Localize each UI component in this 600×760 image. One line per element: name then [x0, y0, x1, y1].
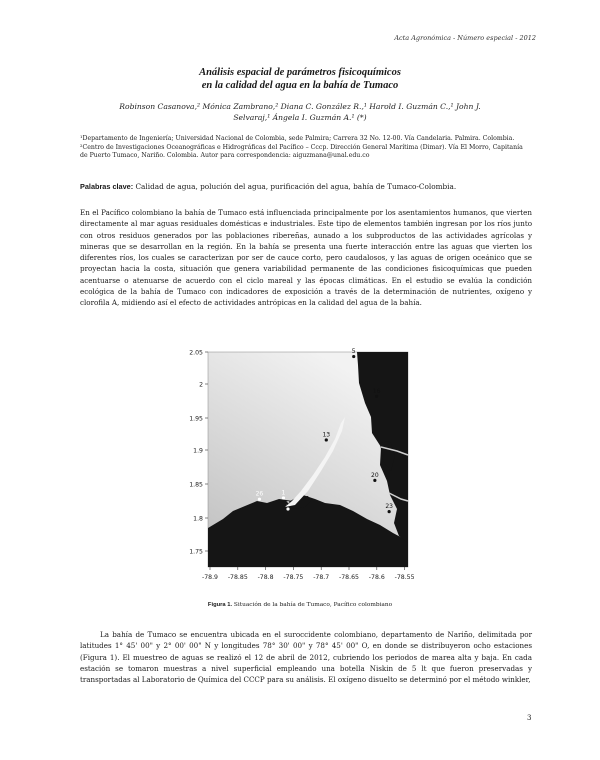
- affiliations: ¹Departamento de Ingeniería; Universidad Nacional de Colombia, sede Palmira; Carrera 32 No. 12-00. Vía Candelaria. Palmira. Colombia. ²Centro de Investigaciones Oceanográficas e Hidrográficas del Pacífico – Cccp. Dirección General Marítima (Dimar). Vía El Morro, Capitanía de Puerto Tumaco, Nariño. Colombia. Autor para correspondencia: aiguzmana@unal.edu.co: [80, 135, 523, 160]
- paragraph-1: En el Pacífico colombiano la bahía de Tumaco está influenciada principalmente por los asentamientos humanos, que vierten directamente al mar aguas residuales domésticas e industriales. Este tipo de elementos también ingresan por los ríos junto con otros residuos generados por las poblaciones ribereñas, aunado a los subproductos de las actividades agrícolas y mineras que se desarrollan en la región. En la bahía se presenta una fuerte interacción entre las aguas que vierten los diferentes ríos, los cuales se caracterizan por ser de cauce corto, pero caudalosos, y las aguas de origen oceánico que se proyectan hacia la costa, situación que genera variabilidad permanente de las condiciones fisicoquímicas que pueden acentuarse o atenuarse de acuerdo con el ciclo mareal y las épocas climáticas. En el estudio se evalúa la condición ecológica de la bahía de Tumaco con indicadores de exposición a través de la determinación de nutrientes, oxígeno y clorofila A, midiendo así el efecto de actividades antrópicas en la calidad del agua de la bahía.: [80, 208, 532, 308]
- y-tick-label: 1.8: [193, 515, 203, 523]
- page-number: 3: [527, 714, 532, 722]
- y-tick-label: 1.9: [193, 447, 203, 455]
- keywords-label: Palabras clave:: [80, 182, 134, 191]
- station-3-marker: [286, 507, 289, 510]
- station-23-marker: [388, 510, 391, 513]
- x-tick-label: -78.9: [201, 574, 219, 581]
- running-header: Acta Agronómica - Número especial - 2012: [394, 34, 536, 42]
- y-tick-label: 2: [199, 381, 203, 389]
- x-tick-label: -78.7: [313, 574, 330, 581]
- y-tick-label: 2.05: [189, 349, 203, 357]
- station-23-label: 23: [385, 503, 393, 511]
- keywords-text: Calidad de agua, polución del agua, purificación del agua, bahía de Tumaco-Colombia.: [133, 182, 457, 191]
- title-line-2: en la calidad del agua en la bahía de Tumaco: [201, 80, 399, 91]
- author-list: [84, 101, 516, 123]
- station-5-marker: [352, 355, 355, 358]
- y-tick-label: 1.95: [189, 415, 203, 423]
- y-tick-label: 1.75: [189, 548, 203, 556]
- y-tick-label: 1.85: [189, 481, 203, 489]
- station-13-label: 13: [322, 431, 331, 439]
- station-5-label: 5: [351, 348, 356, 356]
- caption-label: Figura 1.: [207, 602, 233, 608]
- x-tick-label: -78.8: [257, 574, 274, 581]
- x-tick-label: -78.55: [394, 574, 415, 581]
- station-13-marker: [325, 438, 328, 441]
- paragraph-2: La bahía de Tumaco se encuentra ubicada en el suroccidente colombiano, departamento de Nariño, delimitada por latitudes 1° 45' 00" y 2° 00' 00" N y longitudes 78° 30' 00" y 78° 45' 00" O, en donde se distribuyeron ocho estaciones (Figura 1). El muestreo de aguas se realizó el 12 de abril de 2012, cubriendo los periodos de marea alta y baja. En cada estación se tomaron muestras a nivel superficial empleando una botella Niskin de 5 lt que fueron preservadas y transportadas al Laboratorio de Química del CCCP para su análisis. El oxígeno disuelto se determinó por el método winkler,: [80, 630, 532, 685]
- x-tick-label: -78.65: [339, 574, 359, 581]
- keywords: [80, 182, 532, 192]
- figure-caption: [0, 602, 600, 608]
- station-3-label: 3: [286, 500, 290, 508]
- station-26-marker: [258, 498, 261, 501]
- authors-line-1: Robinson Casanova,² Mónica Zambrano,² Diana C. González R.,¹ Harold I. Guzmán C.,¹ John J.: [119, 102, 481, 111]
- station-20-marker: [373, 479, 376, 482]
- station-1-label: 1: [281, 489, 286, 497]
- station-26-label: 26: [255, 490, 264, 498]
- title-line-1: Análisis espacial de parámetros fisicoquímicos: [199, 67, 401, 78]
- x-tick-label: -78.6: [368, 574, 385, 581]
- station-20-label: 20: [371, 471, 379, 479]
- station-1-marker: [282, 496, 285, 499]
- figure-1: [175, 343, 430, 601]
- station-16-label: 16: [372, 387, 381, 395]
- article-title: [0, 66, 600, 92]
- x-tick-label: -78.85: [227, 574, 248, 581]
- station-16-marker: [375, 395, 378, 398]
- x-tick-label: -78.75: [283, 574, 304, 581]
- authors-line-2: Selvaraj,¹ Ángela I. Guzmán A.¹ (*): [233, 113, 367, 122]
- bay-map: [175, 343, 430, 601]
- caption-text: Situación de la bahía de Tumaco, Pacífico colombiano: [232, 602, 393, 608]
